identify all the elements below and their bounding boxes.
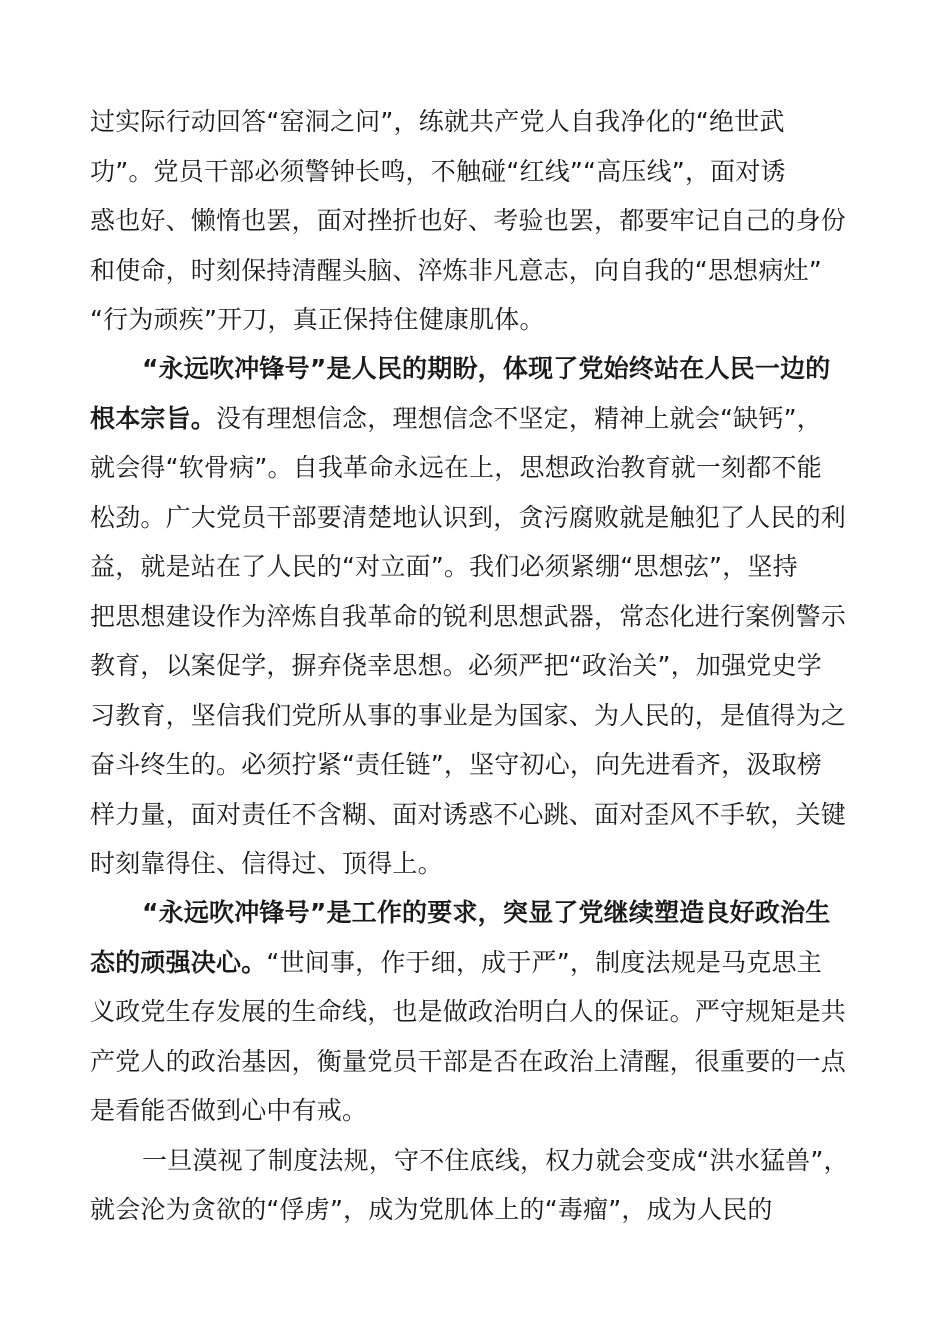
paragraph-heading: “永远吹冲锋号”是工作的要求，突显了党继续塑造良好政治生 xyxy=(142,898,831,927)
text-line: 时刻靠得住、信得过、顶得上。 xyxy=(90,849,443,878)
text-line: 功”。党员干部必须警钟长鸣，不触碰“红线”“高压线”，面对诱 xyxy=(90,157,786,186)
text-line xyxy=(90,403,880,435)
text-line: 过实际行动回答“窑洞之问”，练就共产党人自我净化的“绝世武 xyxy=(90,107,785,136)
paragraph-heading-end: 根本宗旨。 xyxy=(90,404,217,433)
text-line: 教育，以案促学，摒弃侥幸思想。必须严把“政治关”，加强党史学 xyxy=(90,651,822,680)
text-line: 和使命，时刻保持清醒头脑、淬炼非凡意志，向自我的“思想病灶” xyxy=(90,256,822,285)
text-span: “世间事，作于细，成于严”，制度法规是马克思主 xyxy=(266,948,822,977)
paragraph-heading: “永远吹冲锋号”是人民的期盼，体现了党始终站在人民一边的 xyxy=(142,354,831,383)
text-line: 把思想建设作为淬炼自我革命的锐利思想武器，常态化进行案例警示 xyxy=(90,602,847,631)
text-line: 益，就是站在了人民的“对立面”。我们必须紧绷“思想弦”，坚持 xyxy=(90,552,798,581)
text-span: 没有理想信念，理想信念不坚定，精神上就会“缺钙”， xyxy=(216,404,822,433)
text-line: 就会得“软骨病”。自我革命永远在上，思想政治教育就一刻都不能 xyxy=(90,453,822,482)
text-line: 惑也好、懒惰也罢，面对挫折也好、考验也罢，都要牢记自己的身份 xyxy=(90,206,847,235)
text-line: “行为顽疾”开刀，真正保持住健康肌体。 xyxy=(90,305,545,334)
text-line xyxy=(90,947,880,979)
text-line: 奋斗终生的。必须拧紧“责任链”，坚守初心，向先进看齐，汲取榜 xyxy=(90,750,822,779)
text-line: 产党人的政治基因，衡量党员干部是否在政治上清醒，很重要的一点 xyxy=(90,1047,847,1076)
text-line: 义政党生存发展的生命线，也是做政治明白人的保证。严守规矩是共 xyxy=(90,997,847,1026)
text-line: 样力量，面对责任不含糊、面对诱惑不心跳、面对歪风不手软，关键 xyxy=(90,800,847,829)
text-line: 习教育，坚信我们党所从事的事业是为国家、为人民的，是值得为之 xyxy=(90,701,847,730)
text-line: 就会沦为贪欲的“俘虏”，成为党肌体上的“毒瘤”，成为人民的 xyxy=(90,1195,773,1224)
text-line: 是看能否做到心中有戒。 xyxy=(90,1096,368,1125)
text-line: 松劲。广大党员干部要清楚地认识到，贪污腐败就是触犯了人民的利 xyxy=(90,503,847,532)
text-line: 一旦漠视了制度法规，守不住底线，权力就会变成“洪水猛兽”， xyxy=(142,1146,849,1175)
paragraph-heading-end: 态的顽强决心。 xyxy=(90,948,267,977)
